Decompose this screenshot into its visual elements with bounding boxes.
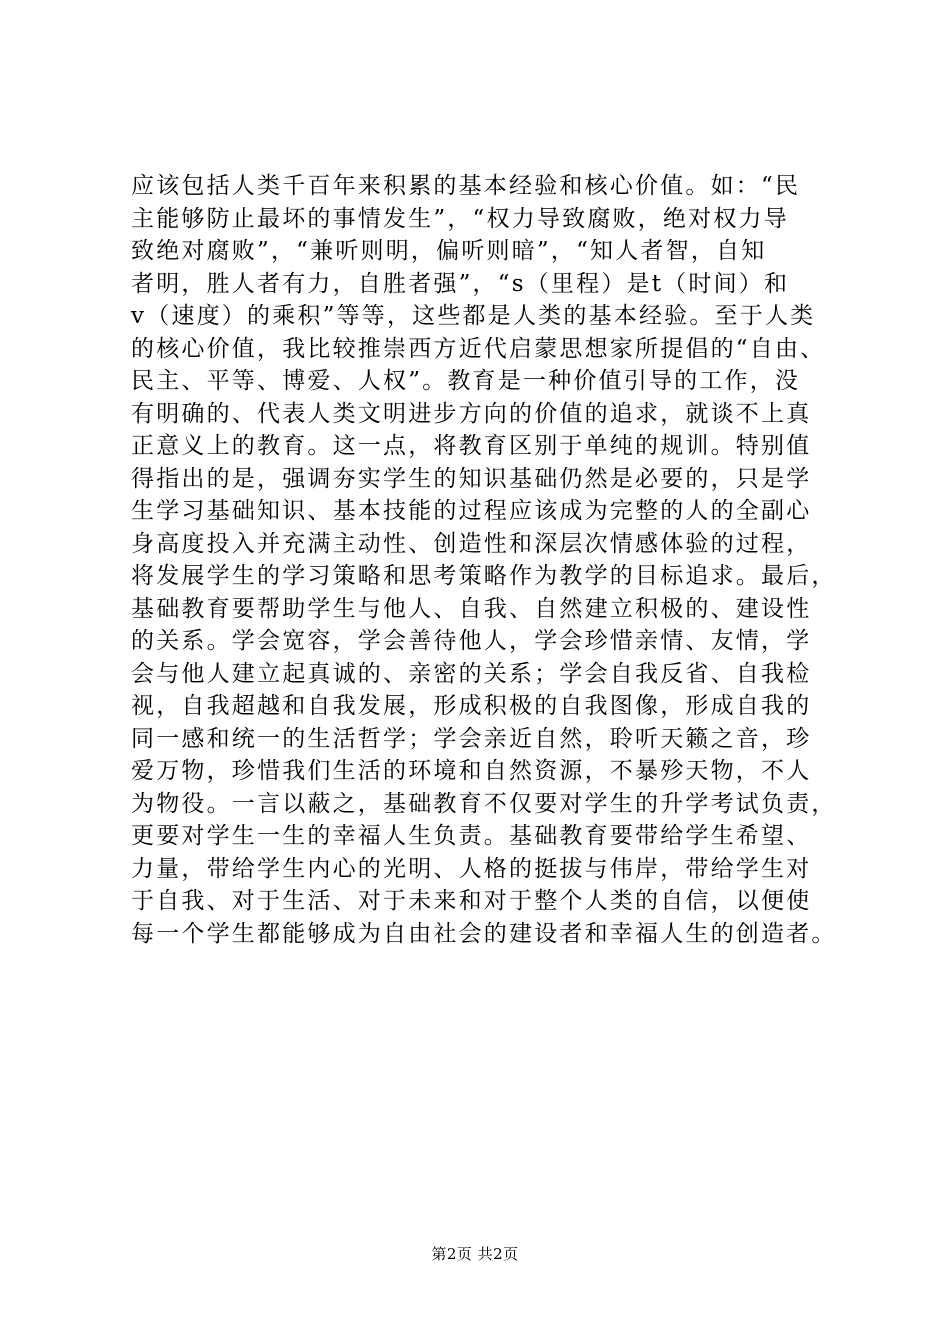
text-line: 正意义上的教育。这一点，将教育区别于单纯的规训。特别值	[131, 433, 812, 459]
text-line: 民主、平等、博爱、人权”。教育是一种价值引导的工作，没	[131, 368, 801, 394]
text-line: 身高度投入并充满主动性、创造性和深层次情感体验的过程，	[131, 530, 812, 557]
text-line: 有明确的、代表人类文明进步方向的价值的追求，就谈不上真	[131, 400, 812, 427]
text-line: 的关系。学会宽容，学会善待他人，学会珍惜亲情、友情，学	[131, 628, 812, 654]
text-line: 视，自我超越和自我发展，形成积极的自我图像，形成自我的	[131, 693, 812, 719]
text-line: 将发展学生的学习策略和思考策略作为教学的目标追求。最后，	[131, 563, 837, 589]
text-line: 力量，带给学生内心的光明、人格的挺拔与伟岸，带给学生对	[131, 855, 812, 882]
text-line: 得指出的是，强调夯实学生的知识基础仍然是必要的，只是学	[131, 465, 812, 492]
text-line: 基础教育要帮助学生与他人、自我、自然建立积极的、建设性	[131, 595, 812, 622]
text-line: 于自我、对于生活、对于未来和对于整个人类的自信，以便使	[131, 888, 812, 914]
text-line: 会与他人建立起真诚的、亲密的关系；学会自我反省、自我检	[131, 660, 812, 687]
text-line: 为物役。一言以蔽之，基础教育不仅要对学生的升学考试负责，	[131, 790, 837, 817]
text-line: 爱万物，珍惜我们生活的环境和自然资源，不暴殄天物，不人	[131, 758, 812, 784]
text-line: 同一感和统一的生活哲学；学会亲近自然，聆听天籁之音，珍	[131, 725, 812, 752]
body-paragraph	[131, 170, 837, 950]
text-line: 更要对学生一生的幸福人生负责。基础教育要带给学生希望、	[131, 823, 812, 849]
page-footer	[0, 1244, 950, 1264]
text-line: 的核心价值，我比较推崇西方近代启蒙思想家所提倡的“自由、	[131, 335, 826, 362]
text-line: 生学习基础知识、基本技能的过程应该成为完整的人的全副心	[131, 498, 812, 524]
text-line: 应该包括人类千百年来积累的基本经验和核心价值。如：“民	[131, 173, 801, 199]
page-number-label: 第2页 共2页	[431, 1245, 519, 1263]
text-line: v（速度）的乘积”等等，这些都是人类的基本经验。至于人类	[131, 303, 816, 329]
text-line: 者明，胜人者有力，自胜者强”，“s（里程）是t（时间）和	[131, 270, 790, 297]
text-line: 每一个学生都能够成为自由社会的建设者和幸福人生的创造者。	[131, 920, 837, 947]
text-line: 主能够防止最坏的事情发生”，“权力导致腐败，绝对权力导	[131, 205, 789, 232]
text-line: 致绝对腐败”，“兼听则明，偏听则暗”，“知人者智，自知	[131, 238, 767, 264]
